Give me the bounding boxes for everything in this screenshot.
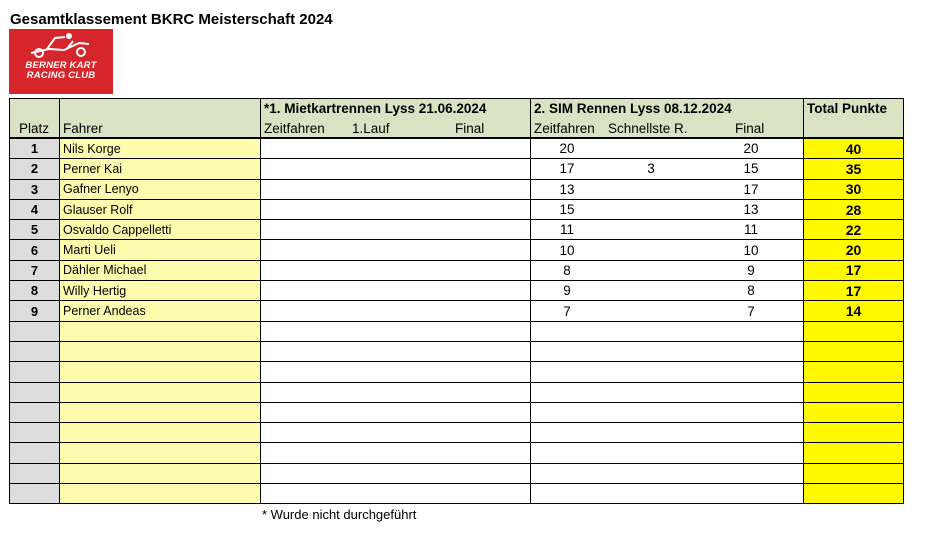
event1-col-lauf: 1.Lauf xyxy=(352,121,390,136)
event2-title: 2. SIM Rennen Lyss 08.12.2024 xyxy=(534,101,732,116)
total-cell xyxy=(804,443,904,463)
platz-cell: 6 xyxy=(10,240,60,260)
total-cell: 30 xyxy=(804,179,904,199)
fahrer-cell: Glauser Rolf xyxy=(60,199,261,219)
zeitfahren-value: 11 xyxy=(559,222,574,238)
event2-result-cell xyxy=(531,179,804,199)
event2-result-cell xyxy=(531,281,804,301)
fahrer-cell: Marti Ueli xyxy=(60,240,261,260)
standings-table xyxy=(9,98,904,504)
table-row xyxy=(10,159,904,179)
event2-result-cell xyxy=(531,321,804,341)
zeitfahren-value: 7 xyxy=(563,303,571,319)
fahrer-cell xyxy=(60,463,261,483)
platz-cell xyxy=(10,341,60,361)
fahrer-cell xyxy=(60,484,261,504)
event2-result-cell xyxy=(531,362,804,382)
table-row xyxy=(10,382,904,402)
kart-icon xyxy=(9,29,113,61)
header-total-cell xyxy=(804,99,904,139)
final-value: 7 xyxy=(747,303,755,319)
final-value: 9 xyxy=(747,262,755,278)
zeitfahren-value: 15 xyxy=(559,202,575,218)
total-cell xyxy=(804,362,904,382)
schnellste-runde-value: 3 xyxy=(647,161,655,177)
footnote: * Wurde nicht durchgeführt xyxy=(262,507,417,522)
event1-col-final: Final xyxy=(455,121,485,136)
total-cell xyxy=(804,423,904,443)
event1-result-cell xyxy=(261,240,531,260)
total-cell: 22 xyxy=(804,220,904,240)
fahrer-cell xyxy=(60,402,261,422)
event2-result-cell xyxy=(531,402,804,422)
bkrc-logo xyxy=(9,29,113,94)
platz-cell xyxy=(10,484,60,504)
table-header-row xyxy=(10,99,904,139)
event2-result-cell xyxy=(531,423,804,443)
zeitfahren-value: 8 xyxy=(563,262,571,278)
zeitfahren-value: 10 xyxy=(559,242,575,258)
table-row xyxy=(10,443,904,463)
platz-cell xyxy=(10,382,60,402)
table-row xyxy=(10,199,904,219)
event1-result-cell xyxy=(261,301,531,321)
total-cell xyxy=(804,321,904,341)
fahrer-cell: Perner Andeas xyxy=(60,301,261,321)
table-row xyxy=(10,281,904,301)
total-cell xyxy=(804,402,904,422)
header-platz-cell xyxy=(10,99,60,139)
event2-result-cell xyxy=(531,138,804,159)
fahrer-cell xyxy=(60,321,261,341)
event1-result-cell xyxy=(261,138,531,159)
event2-result-cell xyxy=(531,199,804,219)
table-row xyxy=(10,423,904,443)
event1-result-cell xyxy=(261,199,531,219)
logo-line-2: RACING CLUB xyxy=(26,70,96,81)
final-value: 10 xyxy=(743,242,759,258)
platz-cell: 7 xyxy=(10,260,60,280)
fahrer-cell xyxy=(60,382,261,402)
fahrer-cell: Gafner Lenyo xyxy=(60,179,261,199)
table-row xyxy=(10,179,904,199)
table-row xyxy=(10,240,904,260)
fahrer-cell: Dähler Michael xyxy=(60,260,261,280)
platz-cell: 5 xyxy=(10,220,60,240)
header-fahrer-cell xyxy=(60,99,261,139)
zeitfahren-value: 13 xyxy=(559,181,575,197)
event1-col-zeitfahren: Zeitfahren xyxy=(264,121,325,136)
event2-result-cell xyxy=(531,463,804,483)
event1-result-cell xyxy=(261,321,531,341)
event2-result-cell xyxy=(531,341,804,361)
final-value: 17 xyxy=(743,181,759,197)
fahrer-cell: Osvaldo Cappelletti xyxy=(60,220,261,240)
platz-cell xyxy=(10,321,60,341)
event2-result-cell xyxy=(531,240,804,260)
table-row xyxy=(10,138,904,159)
event1-result-cell xyxy=(261,220,531,240)
platz-cell: 4 xyxy=(10,199,60,219)
platz-cell: 8 xyxy=(10,281,60,301)
final-value: 20 xyxy=(743,141,759,157)
table-row xyxy=(10,362,904,382)
total-cell xyxy=(804,463,904,483)
table-row xyxy=(10,220,904,240)
final-value: 13 xyxy=(743,202,759,218)
fahrer-cell: Willy Hertig xyxy=(60,281,261,301)
event2-result-cell xyxy=(531,443,804,463)
header-total: Total Punkte xyxy=(807,101,888,116)
event2-result-cell xyxy=(531,159,804,179)
event2-result-cell xyxy=(531,260,804,280)
table-row xyxy=(10,301,904,321)
event2-col-zeitfahren: Zeitfahren xyxy=(534,121,595,136)
event2-result-cell xyxy=(531,301,804,321)
event1-result-cell xyxy=(261,443,531,463)
event1-result-cell xyxy=(261,281,531,301)
event2-result-cell xyxy=(531,484,804,504)
header-event1 xyxy=(261,99,531,139)
event1-result-cell xyxy=(261,382,531,402)
fahrer-cell xyxy=(60,443,261,463)
final-value: 8 xyxy=(747,283,755,299)
event1-result-cell xyxy=(261,260,531,280)
total-cell: 40 xyxy=(804,138,904,159)
page-title: Gesamtklassement BKRC Meisterschaft 2024 xyxy=(10,11,333,28)
logo-line-1: BERNER KART xyxy=(25,60,97,71)
total-cell: 35 xyxy=(804,159,904,179)
event2-result-cell xyxy=(531,220,804,240)
table-row xyxy=(10,484,904,504)
fahrer-cell xyxy=(60,341,261,361)
platz-cell xyxy=(10,443,60,463)
platz-cell xyxy=(10,362,60,382)
final-value: 15 xyxy=(743,161,759,177)
event1-result-cell xyxy=(261,159,531,179)
fahrer-cell xyxy=(60,362,261,382)
fahrer-cell xyxy=(60,423,261,443)
zeitfahren-value: 20 xyxy=(559,141,575,157)
final-value: 11 xyxy=(743,222,758,238)
event1-result-cell xyxy=(261,341,531,361)
platz-cell xyxy=(10,402,60,422)
platz-cell: 9 xyxy=(10,301,60,321)
platz-cell: 1 xyxy=(10,138,60,159)
event1-result-cell xyxy=(261,484,531,504)
event1-result-cell xyxy=(261,423,531,443)
platz-cell: 3 xyxy=(10,179,60,199)
header-platz: Platz xyxy=(19,121,50,136)
fahrer-cell: Nils Korge xyxy=(60,138,261,159)
table-row xyxy=(10,260,904,280)
event1-title: *1. Mietkartrennen Lyss 21.06.2024 xyxy=(264,101,487,116)
header-event2 xyxy=(531,99,804,139)
table-row xyxy=(10,321,904,341)
event1-result-cell xyxy=(261,463,531,483)
fahrer-cell: Perner Kai xyxy=(60,159,261,179)
platz-cell xyxy=(10,463,60,483)
table-row xyxy=(10,402,904,422)
platz-cell: 2 xyxy=(10,159,60,179)
event2-col-schnellste: Schnellste R. xyxy=(608,121,688,136)
zeitfahren-value: 17 xyxy=(559,161,575,177)
zeitfahren-value: 9 xyxy=(563,283,571,299)
total-cell: 14 xyxy=(804,301,904,321)
total-cell: 28 xyxy=(804,199,904,219)
event2-result-cell xyxy=(531,382,804,402)
total-cell: 20 xyxy=(804,240,904,260)
event1-result-cell xyxy=(261,179,531,199)
header-fahrer: Fahrer xyxy=(63,121,103,136)
total-cell xyxy=(804,382,904,402)
total-cell xyxy=(804,341,904,361)
total-cell: 17 xyxy=(804,260,904,280)
event2-col-final: Final xyxy=(735,121,765,136)
platz-cell xyxy=(10,423,60,443)
event1-result-cell xyxy=(261,402,531,422)
event1-result-cell xyxy=(261,362,531,382)
total-cell xyxy=(804,484,904,504)
table-row xyxy=(10,463,904,483)
table-row xyxy=(10,341,904,361)
total-cell: 17 xyxy=(804,281,904,301)
